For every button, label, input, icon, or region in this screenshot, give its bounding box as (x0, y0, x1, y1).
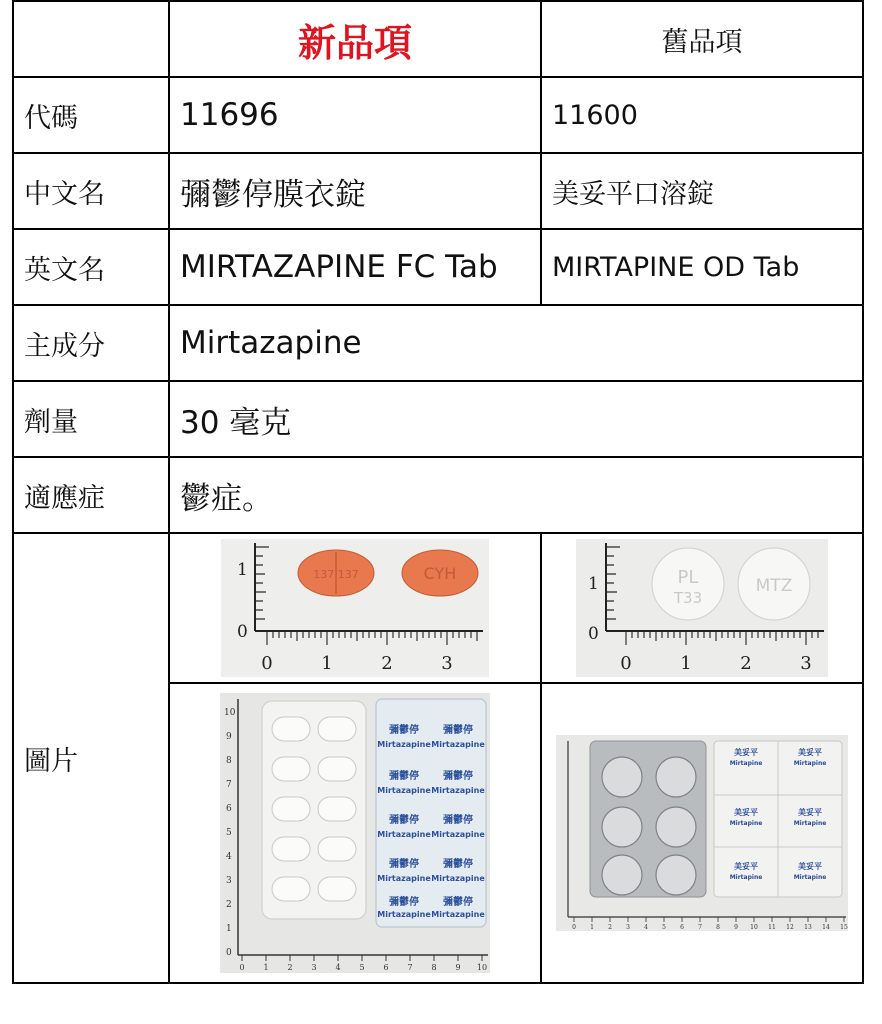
old-tablet-imprint-front-1: PL (677, 567, 699, 588)
new-tablet-tick-3: 3 (441, 653, 453, 674)
old-foil-generic-5: Mirtapine (729, 874, 763, 881)
old-foil-name-1: 美妥平 (734, 748, 758, 757)
old-blister-photo-cell (541, 683, 863, 983)
old-foil-name-3: 美妥平 (734, 808, 758, 817)
new-blister-tick-5: 5 (359, 963, 365, 972)
old-blister-tick-0: 0 (572, 924, 576, 931)
new-blister-side-5: 5 (226, 828, 232, 838)
new-tablet-side-1: 1 (237, 560, 248, 580)
old-foil-name-6: 美妥平 (798, 862, 822, 871)
new-tablet-tick-0: 0 (261, 653, 273, 674)
new-foil-generic-6: Mirtazapine (431, 830, 485, 839)
old-code: 11600 (541, 77, 863, 153)
old-blister-tick-7: 7 (698, 924, 702, 931)
old-blister-tick-1: 1 (590, 924, 594, 931)
old-blister-tick-9: 9 (734, 924, 738, 931)
old-blister-tick-13: 13 (804, 924, 812, 931)
english-name-row (13, 229, 863, 305)
chinese-name-row (13, 153, 863, 229)
old-tablet-tick-3: 3 (800, 653, 812, 674)
tablet-photo-row (13, 533, 863, 683)
old-blister-tick-3: 3 (626, 924, 630, 931)
new-blister-side-4: 4 (226, 852, 232, 862)
code-row (13, 77, 863, 153)
new-foil-generic-10: Mirtazapine (431, 910, 485, 919)
old-blister-tick-4: 4 (644, 924, 648, 931)
drug-comparison-table (12, 0, 864, 984)
new-foil-generic-9: Mirtazapine (377, 910, 431, 919)
old-blister-tick-12: 12 (786, 924, 794, 931)
new-foil-generic-7: Mirtazapine (377, 874, 431, 883)
old-foil-generic-3: Mirtapine (729, 820, 763, 827)
old-foil-generic-6: Mirtapine (793, 874, 827, 881)
header-row (13, 1, 863, 77)
old-foil-generic-4: Mirtapine (793, 820, 827, 827)
new-blister-tick-7: 7 (407, 963, 413, 972)
old-blister-tick-8: 8 (716, 924, 720, 931)
old-chinese-name: 美妥平口溶錠 (541, 153, 863, 229)
new-blister-tick-8: 8 (431, 963, 437, 972)
new-blister-tick-9: 9 (455, 963, 461, 972)
old-item-header: 舊品項 (541, 1, 863, 77)
old-tablet-photo (576, 539, 828, 677)
new-blister-tick-0: 0 (239, 963, 245, 972)
new-blister-photo (220, 693, 490, 973)
old-tablet-imprint-front-2: T33 (673, 589, 703, 607)
new-tablet-photo-cell (169, 533, 541, 683)
old-foil-name-2: 美妥平 (798, 748, 822, 757)
new-blister-tick-10: 10 (476, 963, 488, 972)
old-tablet-tick-2: 2 (740, 653, 752, 674)
new-blister-side-8: 8 (226, 756, 232, 766)
old-blister-tick-6: 6 (680, 924, 684, 931)
new-blister-side-9: 9 (226, 732, 232, 742)
new-foil-generic-1: Mirtazapine (377, 740, 431, 749)
old-tablet-tick-0: 0 (620, 653, 632, 674)
ingredient-row (13, 305, 863, 381)
ingredient-label: 主成分 (13, 305, 169, 381)
new-blister-side-3: 3 (226, 876, 232, 886)
new-foil-name-2: 彌鬱停 (443, 725, 473, 736)
new-foil-generic-3: Mirtazapine (377, 786, 431, 795)
new-tablet-imprint-front: 137 137 (313, 568, 359, 581)
new-foil-generic-8: Mirtazapine (431, 874, 485, 883)
old-tablet-photo-cell (541, 533, 863, 683)
new-blister-tick-1: 1 (263, 963, 269, 972)
old-blister-tick-15: 15 (840, 924, 848, 931)
indication-label: 適應症 (13, 457, 169, 533)
new-foil-name-3: 彌鬱停 (389, 771, 419, 782)
old-blister-photo (556, 735, 848, 931)
new-foil-name-1: 彌鬱停 (389, 725, 419, 736)
old-blister-tick-5: 5 (662, 924, 666, 931)
new-blister-side-0: 0 (226, 948, 232, 958)
old-blister-tick-14: 14 (822, 924, 830, 931)
new-foil-generic-5: Mirtazapine (377, 830, 431, 839)
new-foil-name-7: 彌鬱停 (389, 859, 419, 870)
new-chinese-name: 彌鬱停膜衣錠 (169, 153, 541, 229)
corner-cell (13, 1, 169, 77)
new-foil-name-4: 彌鬱停 (443, 771, 473, 782)
new-foil-generic-4: Mirtazapine (431, 786, 485, 795)
old-blister-tick-10: 10 (750, 924, 758, 931)
english-name-label: 英文名 (13, 229, 169, 305)
new-tablet-photo (221, 539, 489, 677)
new-tablet-imprint-back: CYH (423, 564, 457, 583)
old-blister-tick-11: 11 (768, 924, 776, 931)
new-english-name: MIRTAZAPINE FC Tab (169, 229, 541, 305)
indication-row (13, 457, 863, 533)
new-blister-tick-6: 6 (383, 963, 389, 972)
new-tablet-side-0: 0 (237, 622, 248, 642)
new-blister-photo-cell (169, 683, 541, 983)
new-tablet-tick-2: 2 (381, 653, 393, 674)
chinese-name-label: 中文名 (13, 153, 169, 229)
old-foil-generic-1: Mirtapine (729, 760, 763, 767)
new-blister-tick-3: 3 (311, 963, 317, 972)
old-tablet-tick-1: 1 (680, 653, 692, 674)
new-foil-name-5: 彌鬱停 (389, 815, 419, 826)
dose-value: 30 毫克 (169, 381, 863, 457)
new-foil-name-10: 彌鬱停 (443, 897, 473, 908)
old-english-name: MIRTAPINE OD Tab (541, 229, 863, 305)
old-foil-generic-2: Mirtapine (793, 760, 827, 767)
new-blister-side-2: 2 (226, 900, 232, 910)
new-blister-tick-2: 2 (287, 963, 293, 972)
new-item-header: 新品項 (169, 1, 541, 77)
new-foil-generic-2: Mirtazapine (431, 740, 485, 749)
indication-value: 鬱症。 (169, 457, 863, 533)
old-tablet-imprint-back: MTZ (755, 576, 793, 596)
pictures-label: 圖片 (13, 533, 169, 983)
new-blister-side-1: 1 (226, 924, 232, 934)
new-blister-side-10: 10 (224, 708, 236, 718)
code-label: 代碼 (13, 77, 169, 153)
new-blister-side-7: 7 (226, 780, 232, 790)
new-blister-tick-4: 4 (335, 963, 341, 972)
old-foil-name-5: 美妥平 (734, 862, 758, 871)
old-blister-tick-2: 2 (608, 924, 612, 931)
ingredient-value: Mirtazapine (169, 305, 863, 381)
new-foil-name-8: 彌鬱停 (443, 859, 473, 870)
old-foil-name-4: 美妥平 (798, 808, 822, 817)
dose-row (13, 381, 863, 457)
new-foil-name-6: 彌鬱停 (443, 815, 473, 826)
old-tablet-side-0: 0 (588, 624, 599, 644)
new-code: 11696 (169, 77, 541, 153)
new-blister-side-6: 6 (226, 804, 232, 814)
dose-label: 劑量 (13, 381, 169, 457)
old-tablet-side-1: 1 (588, 574, 599, 594)
new-foil-name-9: 彌鬱停 (389, 897, 419, 908)
new-tablet-tick-1: 1 (321, 653, 333, 674)
